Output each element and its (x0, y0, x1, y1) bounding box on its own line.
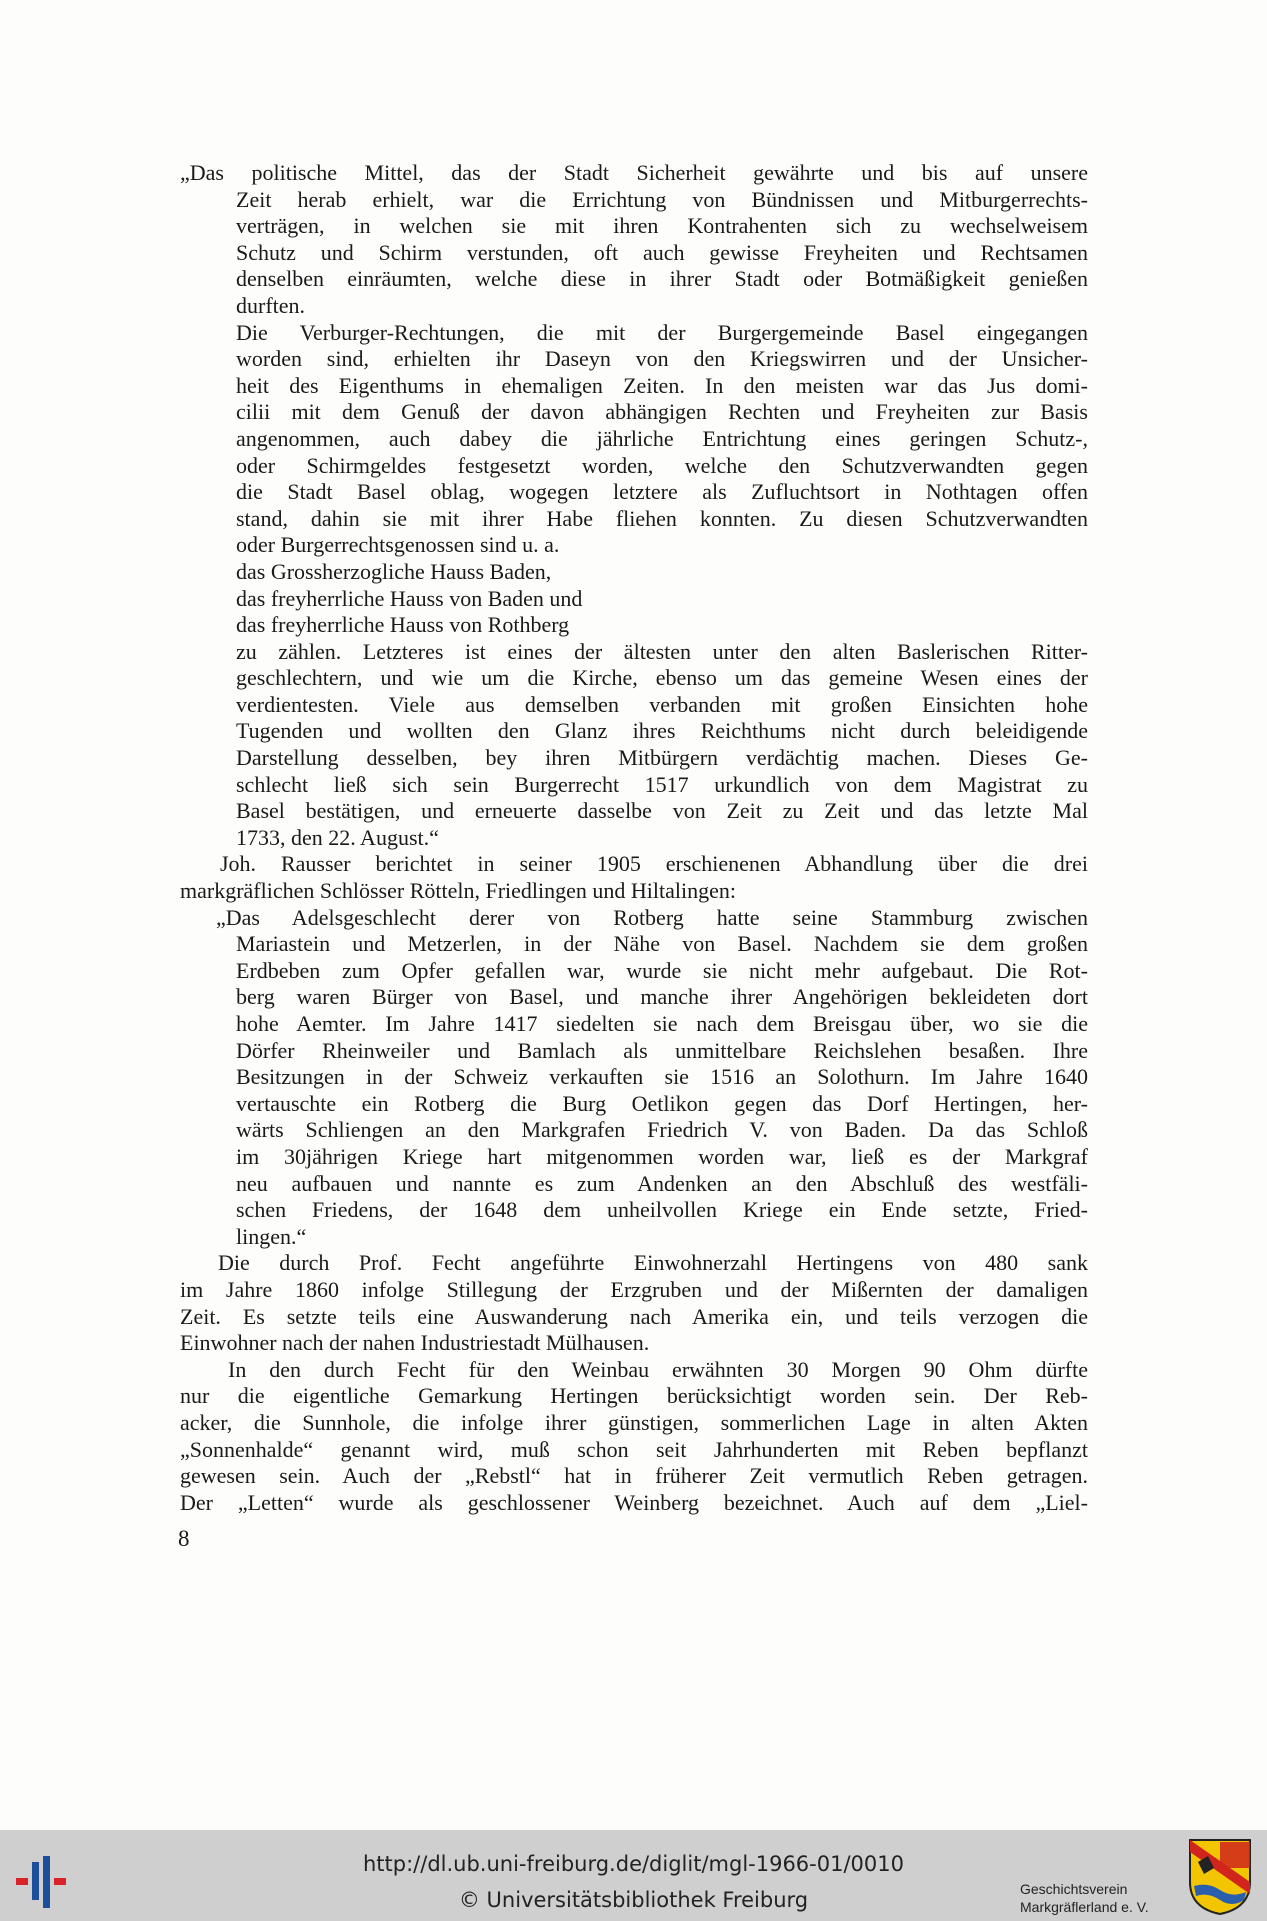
text-line: worden sind, erhielten ihr Daseyn von den Kriegswirren und der Unsicher- (236, 346, 1088, 372)
text-line: angenommen, auch dabey die jährliche Entrichtung eines geringen Schutz-, (236, 425, 1088, 451)
text-line: hohe Aemter. Im Jahre 1417 siedelten sie nach dem Breisgau über, wo sie die (236, 1011, 1088, 1036)
body-text (180, 160, 1088, 1516)
text-line: oder Burgerrechtsgenossen sind u. a. (236, 532, 560, 558)
text-line: markgräflichen Schlösser Rötteln, Friedlingen und Hiltalingen: (180, 878, 736, 904)
footer-url-link[interactable]: http://dl.ub.uni-freiburg.de/diglit/mgl-1966-01/0010 (362, 1852, 904, 1876)
footer-bar (0, 1830, 1267, 1921)
text-line: stand, dahin sie mit ihrer Habe fliehen konnten. Zu diesen Schutzverwandten (236, 505, 1088, 531)
text-line: denselben einräumten, welche diese in ihrer Stadt oder Botmäßigkeit genießen (236, 266, 1088, 292)
text-line: Die durch Prof. Fecht angeführte Einwohnerzahl Hertingens von 480 sank (218, 1250, 1088, 1276)
text-line: „Das politische Mittel, das der Stadt Sicherheit gewährte und bis auf unsere (180, 160, 1088, 185)
text-line: vertauschte ein Rotberg die Burg Oetlikon gegen das Dorf Hertingen, her- (236, 1090, 1088, 1116)
text-line: die Stadt Basel oblag, wogegen letztere als Zufluchtsort in Nothtagen offen (236, 479, 1088, 505)
text-line: Zeit herab erhielt, war die Errichtung von Bündnissen und Mitburgerrechts- (236, 186, 1088, 212)
text-line: verdientesten. Viele aus demselben verbanden mit großen Einsichten hohe (236, 691, 1088, 717)
text-line: Erdbeben zum Opfer gefallen war, wurde sie nicht mehr aufgebaut. Die Rot- (236, 957, 1088, 983)
text-line: „Das Adelsgeschlecht derer von Rotberg hatte seine Stammburg zwischen (216, 904, 1088, 930)
text-line: im Jahre 1860 infolge Stillegung der Erzgruben und der Mißernten der damaligen (180, 1276, 1088, 1302)
text-line: wärts Schliengen an den Markgrafen Friedrich V. von Baden. Da das Schloß (236, 1117, 1088, 1143)
coat-of-arms-icon (1188, 1838, 1252, 1916)
text-line: In den durch Fecht für den Weinbau erwähnten 30 Morgen 90 Ohm dürfte (228, 1356, 1088, 1382)
text-line: heit des Eigenthums in ehemaligen Zeiten. In den meisten war das Jus domi- (236, 372, 1088, 398)
text-line: Einwohner nach der nahen Industriestadt Mülhausen. (180, 1330, 650, 1356)
text-line: zu zählen. Letzteres ist eines der ältesten unter den alten Baslerischen Ritter- (236, 638, 1088, 664)
text-line: Dörfer Rheinweiler und Bamlach als unmittelbare Reichslehen besaßen. Ihre (236, 1037, 1088, 1063)
text-line: Schutz und Schirm verstunden, oft auch gewisse Freyheiten und Rechtsamen (236, 239, 1088, 265)
text-line: Darstellung desselben, bey ihren Mitbürgern verdächtig machen. Dieses Ge- (236, 745, 1088, 771)
footer-copyright: © Universitätsbibliothek Freiburg (458, 1888, 809, 1912)
text-line: das freyherrliche Hauss von Baden und (236, 585, 583, 611)
text-line: durften. (236, 292, 306, 318)
text-line: geschlechtern, und wie um die Kirche, ebenso um das gemeine Wesen eines der (236, 665, 1088, 691)
text-line: berg waren Bürger von Basel, und manche ihrer Angehörigen bekleideten dort (236, 984, 1088, 1010)
text-line: nur die eigentliche Gemarkung Hertingen berücksichtigt worden sein. Der Reb- (180, 1383, 1088, 1409)
text-line: 1733, den 22. August.“ (236, 824, 439, 850)
text-line: gewesen sein. Auch der „Rebstl“ hat in früherer Zeit vermutlich Reben getragen. (180, 1463, 1088, 1489)
text-line: Basel bestätigen, und erneuerte dasselbe von Zeit zu Zeit und das letzte Mal (236, 798, 1088, 824)
text-line: das freyherrliche Hauss von Rothberg (236, 612, 570, 638)
society-name-line2: Markgräflerland e. V. (1020, 1899, 1149, 1915)
text-line: Die Verburger-Rechtungen, die mit der Burgergemeinde Basel eingegangen (236, 319, 1088, 345)
text-line: oder Schirmgeldes festgesetzt worden, welche den Schutzverwandten gegen (236, 452, 1088, 478)
text-line: Tugenden und wollten den Glanz ihres Reichthums nicht durch beleidigende (236, 718, 1088, 744)
text-line: schlecht ließ sich sein Burgerrecht 1517 urkundlich von dem Magistrat zu (236, 771, 1088, 797)
text-line: im 30jährigen Kriege hart mitgenommen worden war, ließ es der Markgraf (236, 1143, 1088, 1169)
society-name (1020, 1880, 1149, 1916)
text-line: verträgen, in welchen sie mit ihren Kontrahenten sich zu wechselweisem (236, 213, 1088, 239)
text-line: Der „Letten“ wurde als geschlossener Weinberg bezeichnet. Auch auf dem „Liel- (180, 1489, 1088, 1515)
text-line: cilii mit dem Genuß der davon abhängigen Rechten und Freyheiten zur Basis (236, 399, 1088, 425)
text-line: lingen.“ (236, 1223, 307, 1249)
text-line: „Sonnenhalde“ genannt wird, muß schon seit Jahrhunderten mit Reben bepflanzt (180, 1436, 1088, 1462)
text-line: neu aufbauen und nannte es zum Andenken an den Abschluß des westfäli- (236, 1170, 1088, 1196)
society-name-line1: Geschichtsverein (1020, 1881, 1128, 1897)
text-line: Mariastein und Metzerlen, in der Nähe von Basel. Nachdem sie dem großen (236, 931, 1088, 957)
text-line: acker, die Sunnhole, die infolge ihrer günstigen, sommerlichen Lage in alten Akten (180, 1409, 1088, 1435)
text-line: Joh. Rausser berichtet in seiner 1905 erschienenen Abhandlung über die drei (220, 851, 1088, 877)
text-line: Zeit. Es setzte teils eine Auswanderung nach Amerika ein, und teils verzogen die (180, 1303, 1088, 1329)
page-number: 8 (178, 1526, 190, 1551)
text-line: schen Friedens, der 1648 dem unheilvollen Kriege ein Ende setzte, Fried- (236, 1197, 1088, 1223)
text-line: das Grossherzogliche Hauss Baden, (236, 558, 552, 584)
text-line: Besitzungen in der Schweiz verkauften sie 1516 an Solothurn. Im Jahre 1640 (236, 1064, 1088, 1090)
